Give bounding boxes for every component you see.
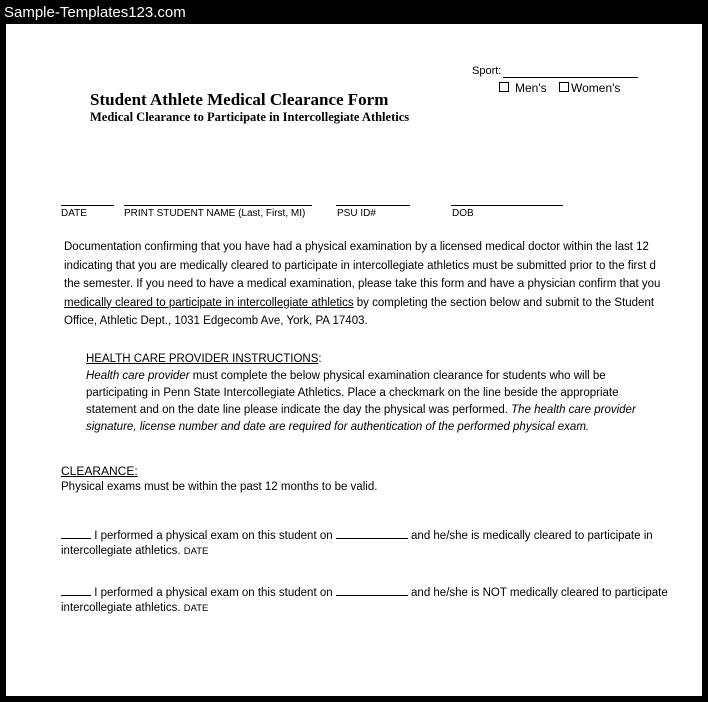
instructions-line: participating in Penn State Intercollegiate Athletics. Place a checkmark on the line beside the appropriate: [86, 387, 619, 399]
clearance-note: Physical exams must be within the past 12 months to be valid.: [61, 481, 378, 493]
documentation-line: Office, Athletic Dept., 1031 Edgecomb Ave, York, PA 17403.: [64, 315, 368, 327]
clearance-statement-cleared: I performed a physical exam on this student on and he/she is medically cleared to participate in intercollegiate athletics. DATE: [61, 530, 653, 557]
student-name-input-line[interactable]: [124, 205, 312, 206]
mens-checkbox[interactable]: [499, 82, 509, 92]
not-cleared-exam-date-line[interactable]: [336, 587, 408, 596]
date-input-line[interactable]: [61, 205, 114, 206]
not-cleared-checkmark-line[interactable]: [61, 587, 91, 596]
cleared-date-label: DATE: [183, 546, 209, 557]
documentation-line-rest: by completing the section below and submit to the Student: [353, 296, 655, 309]
not-cleared-date-label: DATE: [183, 603, 209, 614]
student-name-field-label: PRINT STUDENT NAME (Last, First, MI): [124, 208, 306, 219]
form-page: [6, 24, 702, 696]
psu-id-input-line[interactable]: [336, 205, 410, 206]
form-title: Student Athlete Medical Clearance Form: [90, 90, 389, 109]
cleared-checkmark-line[interactable]: [61, 530, 91, 539]
clearance-statement-not-cleared: I performed a physical exam on this student on and he/she is NOT medically cleared to participate intercollegiate athletics. DATE: [61, 587, 668, 614]
instructions-line: Health care provider must complete the below physical examination clearance for students who will be: [86, 370, 606, 382]
womens-checkbox[interactable]: [559, 82, 569, 92]
sport-input-line[interactable]: [503, 77, 638, 78]
dob-field-label: DOB: [452, 208, 474, 219]
provider-instructions: [86, 351, 696, 436]
documentation-line: indicating that you are medically cleared to participate in intercollegiate athletics must be submitted prior to the first d: [64, 259, 656, 272]
documentation-line: the semester. If you need to have a medical examination, please take this form and have a physician confirm that you: [64, 278, 661, 290]
sport-label: Sport:: [472, 65, 502, 77]
psu-id-field-label: PSU ID#: [337, 208, 376, 219]
documentation-line: [64, 294, 700, 313]
dob-input-line[interactable]: [451, 205, 563, 206]
clearance-heading: CLEARANCE:: [61, 464, 138, 478]
site-watermark-label: Sample-Templates123.com: [4, 4, 186, 21]
instructions-line: signature, license number and date are required for authentication of the performed physical exam.: [86, 421, 590, 433]
documentation-line: Documentation confirming that you have had a physical examination by a licensed medical doctor within the last 12: [64, 241, 649, 253]
instructions-line: statement and on the date line please indicate the day the physical was performed. The health care provider: [86, 404, 636, 416]
form-subtitle: Medical Clearance to Participate in Intercollegiate Athletics: [90, 110, 410, 124]
date-field-label: DATE: [61, 208, 87, 219]
mens-label: Men's: [515, 81, 547, 95]
cleared-exam-date-line[interactable]: [336, 530, 408, 539]
womens-label: Women's: [571, 81, 621, 95]
provider-instructions-heading: HEALTH CARE PROVIDER INSTRUCTIONS:: [86, 353, 322, 365]
documentation-paragraph: [64, 238, 700, 331]
clearance-underlined-phrase: medically cleared to participate in intercollegiate athletics: [64, 296, 354, 309]
